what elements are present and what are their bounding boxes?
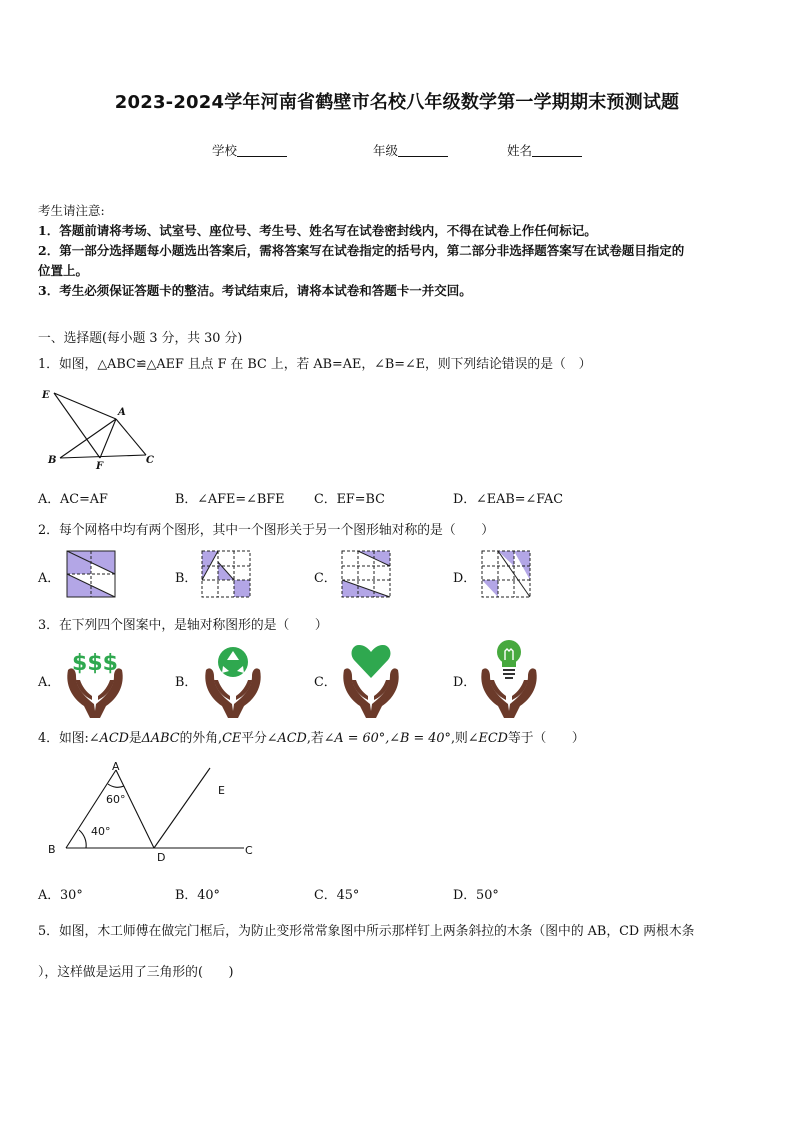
q3-option-a[interactable]: A． [38,675,61,690]
q2-grid-d [481,550,531,598]
notice-item: 3．考生必须保证答题卡的整洁。考试结束后，请将本试卷和答题卡一并交回。 [38,283,472,298]
notice-heading: 考生请注意: [38,203,105,218]
school-field [212,141,287,159]
q4-stem: 4．如图:∠ACD是ΔABC的外角,CE平分∠ACD,若∠A = 60°,∠B = 40°,则∠ECD等于（ ） [38,731,585,746]
q1-figure [38,383,168,473]
q4-option-d[interactable]: D．50° [453,888,499,903]
q2-option-b[interactable]: B． [175,571,198,586]
q1-label-c: C [146,455,154,466]
q2-option-d[interactable]: D． [453,571,477,586]
q2-option-c[interactable]: C． [314,571,337,586]
q4-label-a: A [112,760,120,773]
name-blank [532,144,582,157]
section-heading: 一、选择题(每小题 3 分，共 30 分) [38,331,243,346]
q2-stem: 2．每个网格中均有两个图形，其中一个图形关于另一个图形轴对称的是（ ） [38,523,495,538]
q1-label-e: E [42,390,50,401]
q1-option-d[interactable]: D．∠EAB=∠FAC [453,492,564,507]
grade-field [373,141,448,159]
grade-label: 年级 [373,143,399,158]
school-blank [237,144,287,157]
q3-figure-a [62,640,128,720]
lightbulb-icon [497,640,521,679]
q1-option-b[interactable]: B．∠AFE=∠BFE [175,492,285,507]
q3-figure-c [338,640,404,720]
q4-option-b[interactable]: B．40° [175,888,220,903]
q2-grid-a [66,550,116,598]
q4-figure [44,760,264,865]
q1-option-a[interactable]: A．AC=AF [38,492,108,507]
notice-block [38,201,763,301]
name-label: 姓名 [507,143,533,158]
q4-angle-a: 60° [106,793,126,806]
q1-stem: 1．如图，△ABC≌△AEF 且点 F 在 BC 上，若 AB=AE，∠B=∠E，则下列结论错误的是（ ） [38,357,592,372]
q2-grid-c [341,550,391,598]
name-field [507,141,582,159]
q4-label-c: C [245,844,253,857]
q1-label-b: B [48,455,57,466]
grade-blank [398,144,448,157]
notice-item: 位置上。 [38,263,89,278]
q3-option-d[interactable]: D． [453,675,477,690]
q2-grid-b [201,550,251,598]
q3-option-c[interactable]: C． [314,675,337,690]
q1-label-f: F [96,461,104,472]
q1-label-a: A [118,407,126,418]
q3-figure-b [200,640,266,720]
q4-label-e: E [218,784,225,797]
dollar-icon: $$$ [72,651,118,676]
q2-option-a[interactable]: A． [38,571,61,586]
school-label: 学校 [212,143,238,158]
q5-stem-line1: 5．如图，木工师傅在做完门框后，为防止变形常常象图中所示那样钉上两条斜拉的木条（图中的 AB，CD 两根木条 [38,924,695,939]
q4-angle-b: 40° [91,825,111,838]
q4-label-b: B [48,843,56,856]
q3-option-b[interactable]: B． [175,675,198,690]
notice-item: 1．答题前请将考场、试室号、座位号、考生号、姓名写在试卷密封线内，不得在试卷上作任何标记。 [38,223,597,238]
page-title: 2023-2024学年河南省鹤壁市名校八年级数学第一学期期末预测试题 [114,92,680,113]
q4-label-d: D [157,851,166,864]
q4-option-a[interactable]: A．30° [38,888,83,903]
hands-icon [481,668,536,718]
q4-option-c[interactable]: C．45° [314,888,360,903]
q3-stem: 3．在下列四个图案中，是轴对称图形的是（ ） [38,618,328,633]
q3-figure-d [476,638,542,720]
notice-item: 2．第一部分选择题每小题选出答案后，需将答案写在试卷指定的括号内，第二部分非选择题答案写在试卷题目指定的 [38,243,685,258]
heart-icon [352,645,391,678]
q1-option-c[interactable]: C．EF=BC [314,492,385,507]
q5-stem-line2: ），这样做是运用了三角形的( ) [38,965,234,980]
